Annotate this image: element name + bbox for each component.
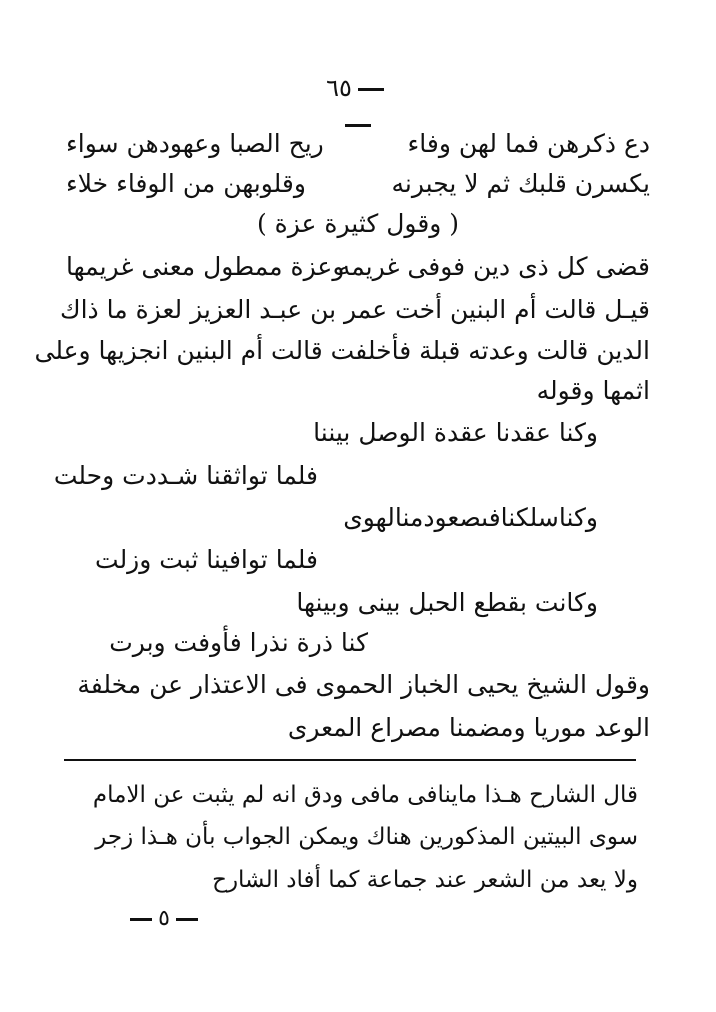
poem-line: فلما تواثقنا شـددت وحلت — [53, 461, 318, 490]
poem-line: وكناسلكنافىصعودمنالهوى — [343, 503, 598, 532]
verse-2-second-hemistich: وقلوبهن من الوفاء خلاء — [66, 169, 306, 198]
verse-3-first-hemistich: قضى كل ذى دين فوفى غريمه — [337, 252, 650, 281]
signature-mark — [114, 904, 214, 934]
verse-2-first-hemistich: يكسرن قلبك ثم لا يجبرنه — [391, 169, 650, 198]
signature-text: ٥ — [158, 906, 170, 931]
section-subtitle: ( وقول كثيرة عزة ) — [256, 209, 460, 238]
verse-1-first-hemistich: دع ذكرهن فما لهن وفاء — [407, 129, 650, 158]
prose-line: قيـل قالت أم البنين أخت عمر بن عبـد العزيز لعزة ما ذاك — [60, 295, 650, 324]
footnote-line: قال الشارح هـذا ماينافى مافى ودق انه لم يثبت عن الامام — [92, 782, 638, 808]
footnote-divider — [64, 759, 636, 761]
footnote-line: سوى البيتين المذكورين هناك ويمكن الجواب بأن هـذا زجر — [95, 824, 638, 850]
dash-decoration — [176, 918, 198, 921]
footnote-line: ولا يعد من الشعر عند جماعة كما أفاد الشارح — [212, 867, 638, 893]
poem-line: فلما توافينا ثبت وزلت — [95, 545, 318, 574]
prose-line: الوعد موريا ومضمنا مصراع المعرى — [287, 713, 650, 742]
page-number-text: ٦٥ — [326, 74, 352, 102]
poem-line: كنا ذرة نذرا فأوفت وبرت — [109, 628, 368, 657]
poem-line: وكانت بقطع الحبل بينى وبينها — [296, 588, 598, 617]
prose-line: وقول الشيخ يحيى الخباز الحموى فى الاعتذار عن مخلفة — [77, 670, 650, 699]
verse-1-second-hemistich: ريح الصبا وعهودهن سواء — [66, 129, 324, 158]
page-number — [308, 70, 408, 106]
prose-line: الدين قالت وعدته قبلة فأخلفت قالت أم البنين انجزيها وعلى — [34, 336, 650, 365]
dash-decoration — [130, 918, 152, 921]
poem-line: وكنا عقدنا عقدة الوصل بيننا — [313, 418, 598, 447]
prose-line: اثمها وقوله — [536, 376, 650, 405]
dash-decoration — [358, 88, 384, 91]
verse-3-second-hemistich: وعزة ممطول معنى غريمها — [66, 252, 345, 281]
